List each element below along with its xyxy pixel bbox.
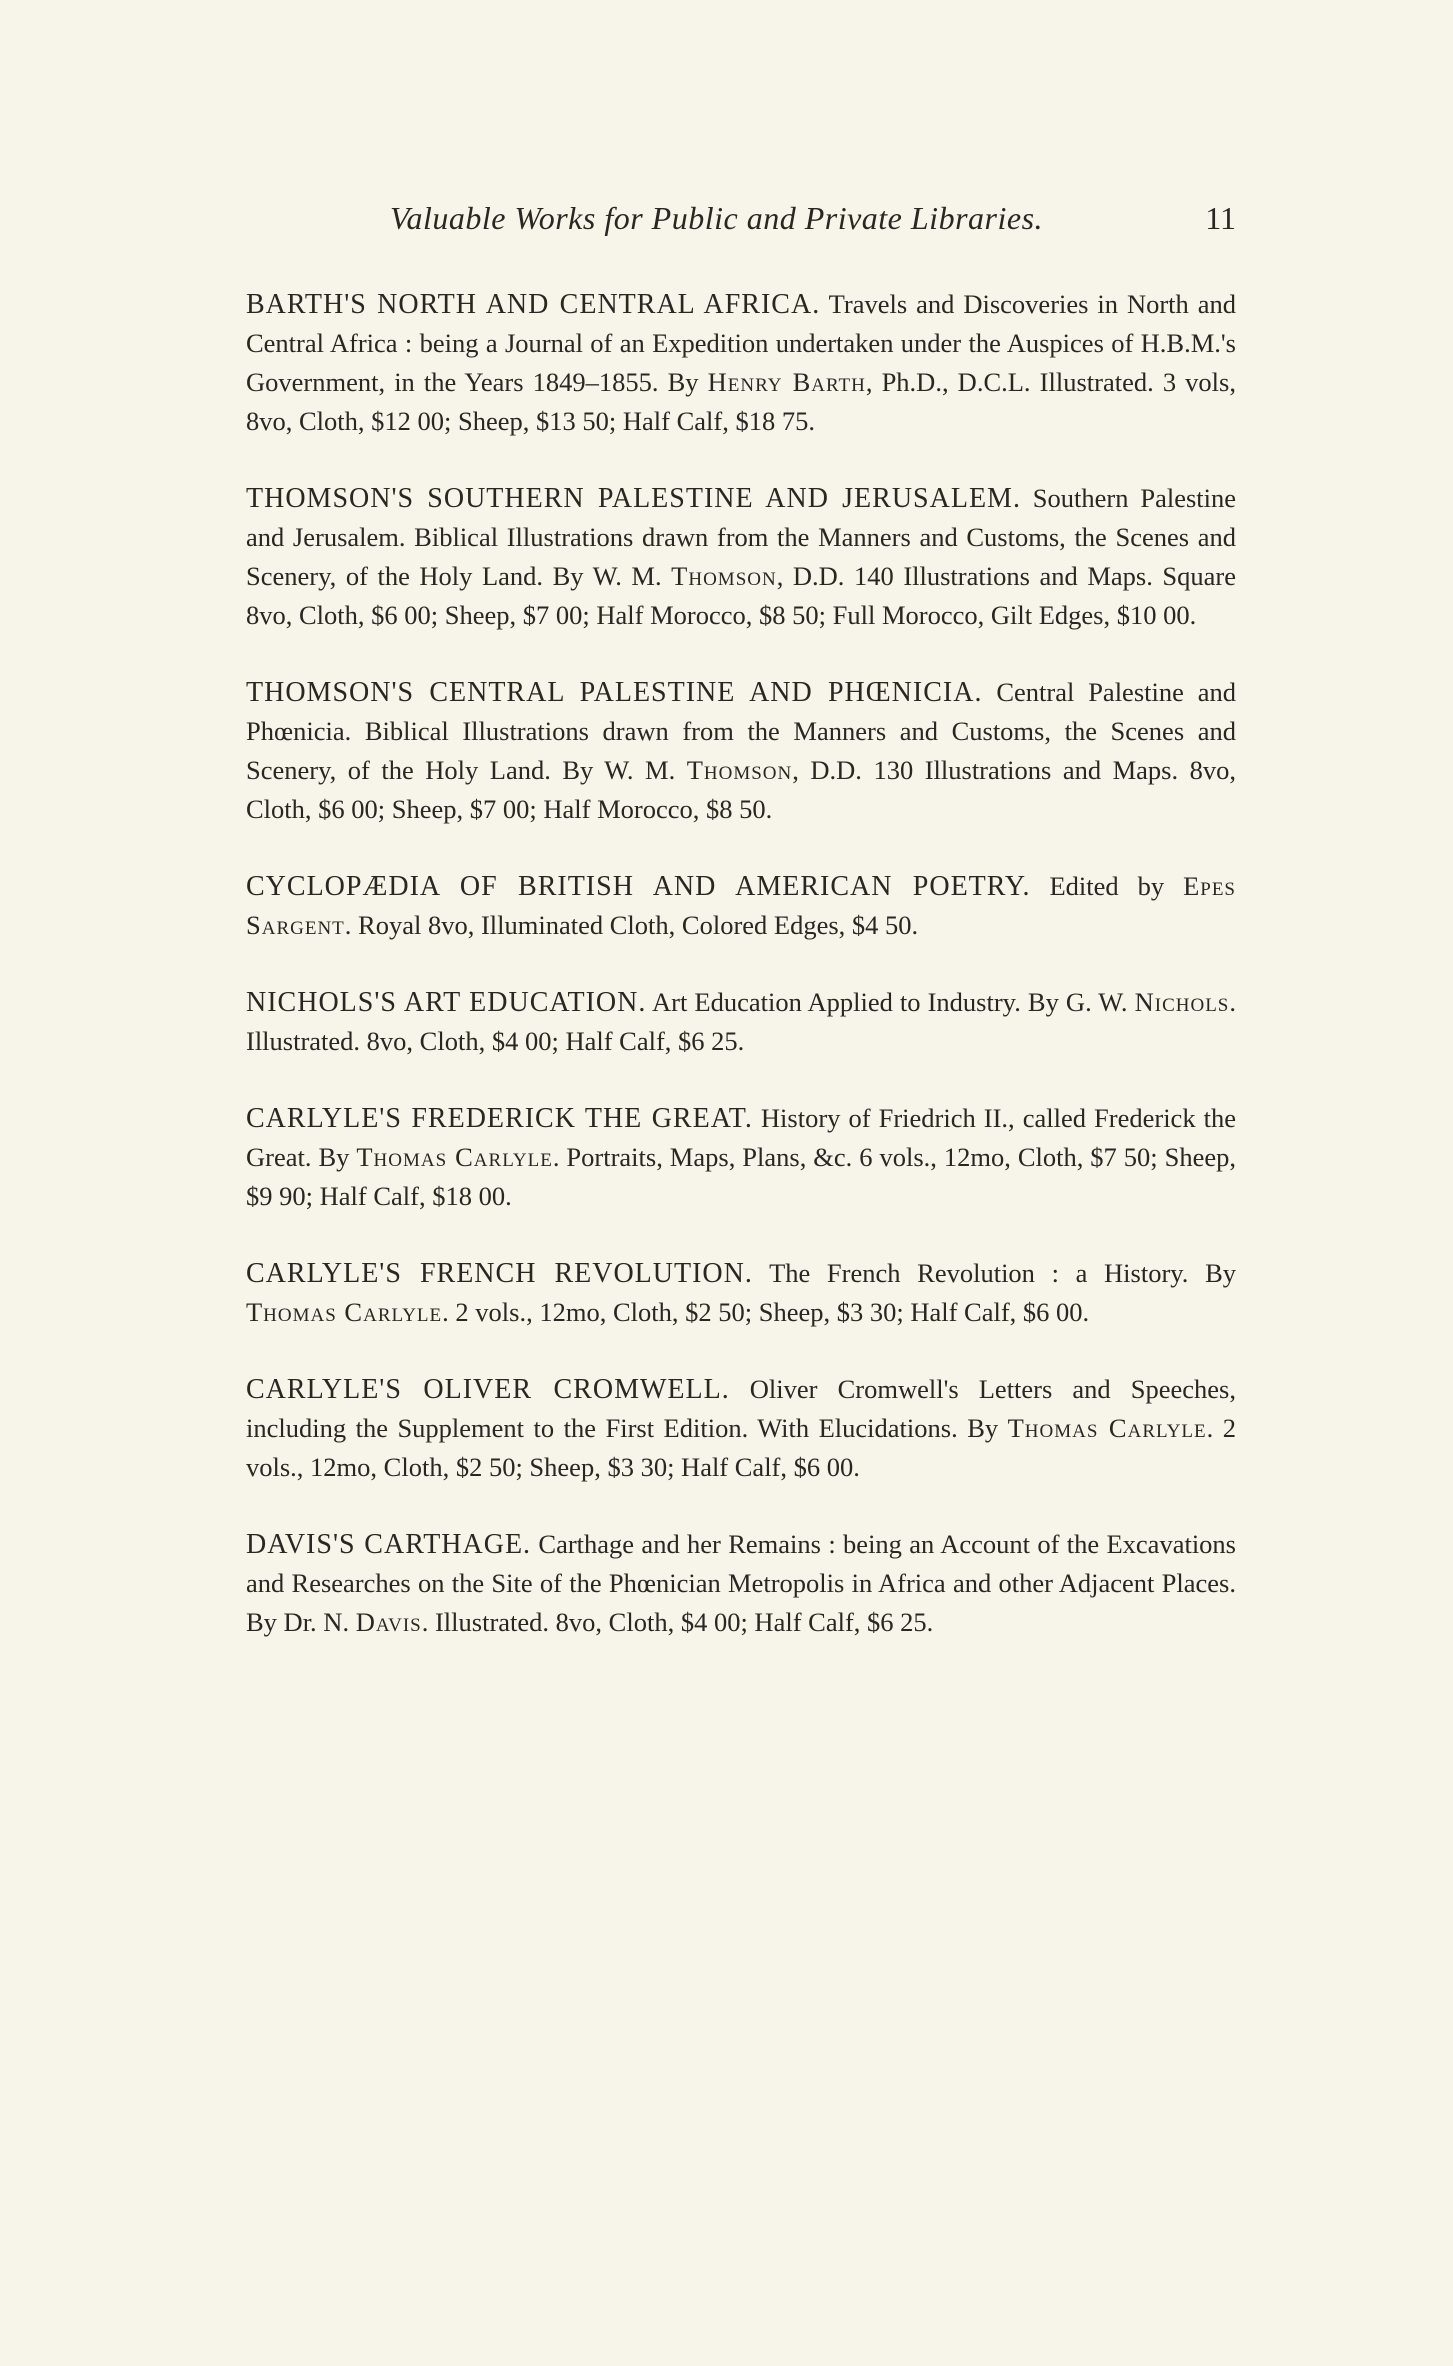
entry-title: THOMSON'S CENTRAL PALESTINE AND PHŒNICIA. xyxy=(246,677,983,708)
entry-title: CARLYLE'S OLIVER CROMWELL. xyxy=(246,1374,730,1405)
page-header xyxy=(240,200,1236,250)
entry-details: , D.D. 140 Illustrations and Maps. Square 8vo, Cloth, $6 00; Sheep, $7 00; Half Morocco, $8 50; Full Morocco, Gilt Edges, $10 00. xyxy=(246,561,1236,630)
catalog-entry xyxy=(246,1370,1236,1487)
entry-author: Thomas Carlyle xyxy=(246,1297,443,1327)
entry-details: . 2 vols., 12mo, Cloth, $2 50; Sheep, $3 30; Half Calf, $6 00. xyxy=(442,1297,1090,1327)
entry-description: Southern Palestine and Jerusalem. Biblical Illustrations drawn from the Manners and Customs, the Scenes and Scenery, of the Holy Land. By W. M. xyxy=(246,483,1236,591)
entry-details: , D.D. 130 Illustrations and Maps. 8vo, Cloth, $6 00; Sheep, $7 00; Half Morocco, $8 50. xyxy=(246,755,1236,824)
entry-title: DAVIS'S CARTHAGE. xyxy=(246,1529,532,1560)
entry-author: Thomas Carlyle xyxy=(1007,1413,1207,1443)
entry-author: Davis xyxy=(355,1607,422,1637)
entry-details: . Illustrated. 8vo, Cloth, $4 00; Half Calf, $6 25. xyxy=(421,1607,934,1637)
entry-title: CYCLOPÆDIA OF BRITISH AND AMERICAN POETRY. xyxy=(246,871,1031,902)
catalog-entry xyxy=(246,1254,1236,1332)
catalog-entry xyxy=(246,673,1236,829)
page-number: 11 xyxy=(1205,200,1236,236)
entry-details: . Royal 8vo, Illuminated Cloth, Colored Edges, $4 50. xyxy=(344,910,919,940)
entry-author: Henry Barth xyxy=(707,367,866,397)
entry-details: . Portraits, Maps, Plans, &c. 6 vols., 12mo, Cloth, $7 50; Sheep, $9 90; Half Calf, $18 00. xyxy=(246,1142,1236,1211)
entry-title: NICHOLS'S ART EDUCATION. xyxy=(246,987,647,1018)
entry-title: CARLYLE'S FREDERICK THE GREAT. xyxy=(246,1103,753,1134)
entry-author: Thomson xyxy=(671,561,777,591)
entry-title: THOMSON'S SOUTHERN PALESTINE AND JERUSALEM. xyxy=(246,483,1021,514)
entry-description: Carthage and her Remains : being an Account of the Excavations and Researches on the Site of the Phœnician Metropolis in Africa and other Adjacent Places. By Dr. N. xyxy=(246,1529,1236,1637)
entry-details: . 2 vols., 12mo, Cloth, $2 50; Sheep, $3 30; Half Calf, $6 00. xyxy=(246,1413,1236,1482)
catalog-entry xyxy=(246,983,1236,1061)
running-title: Valuable Works for Public and Private Libraries. xyxy=(390,200,1044,236)
entry-author: Thomas Carlyle xyxy=(356,1142,553,1172)
catalog-entry xyxy=(246,867,1236,945)
entry-description: Art Education Applied to Industry. By G. W. xyxy=(651,987,1128,1017)
catalog-entry xyxy=(246,479,1236,635)
entry-description: The French Revolution : a History. By xyxy=(769,1258,1237,1288)
entry-title: BARTH'S NORTH AND CENTRAL AFRICA. xyxy=(246,289,821,320)
entry-title: CARLYLE'S FRENCH REVOLUTION. xyxy=(246,1258,753,1289)
entry-details: , Ph.D., D.C.L. Illustrated. 3 vols, 8vo, Cloth, $12 00; Sheep, $13 50; Half Calf, $18 75. xyxy=(246,367,1236,436)
entry-author: Thomson xyxy=(686,755,793,785)
entry-description: Edited by xyxy=(1049,871,1165,901)
entry-author: Nichols xyxy=(1134,987,1230,1017)
entry-description: History of Friedrich II., called Frederick the Great. By xyxy=(246,1103,1236,1172)
catalog-entry xyxy=(246,1099,1236,1216)
entry-author: Epes Sargent xyxy=(246,871,1236,940)
catalog-entry xyxy=(246,285,1236,441)
entry-description: Travels and Discoveries in North and Central Africa : being a Journal of an Expedition undertaken under the Auspices of H.B.M.'s Government, in the Years 1849–1855. By xyxy=(246,289,1236,397)
entry-description: Oliver Cromwell's Letters and Speeches, including the Supplement to the First Edition. With Elucidations. By xyxy=(246,1374,1236,1443)
entry-description: Central Palestine and Phœnicia. Biblical Illustrations drawn from the Manners and Customs, the Scenes and Scenery, of the Holy Land. By W. M. xyxy=(246,677,1237,785)
catalog-entry xyxy=(246,1525,1236,1642)
catalog-entries xyxy=(246,285,1236,1680)
entry-details: . Illustrated. 8vo, Cloth, $4 00; Half Calf, $6 25. xyxy=(246,987,1236,1056)
